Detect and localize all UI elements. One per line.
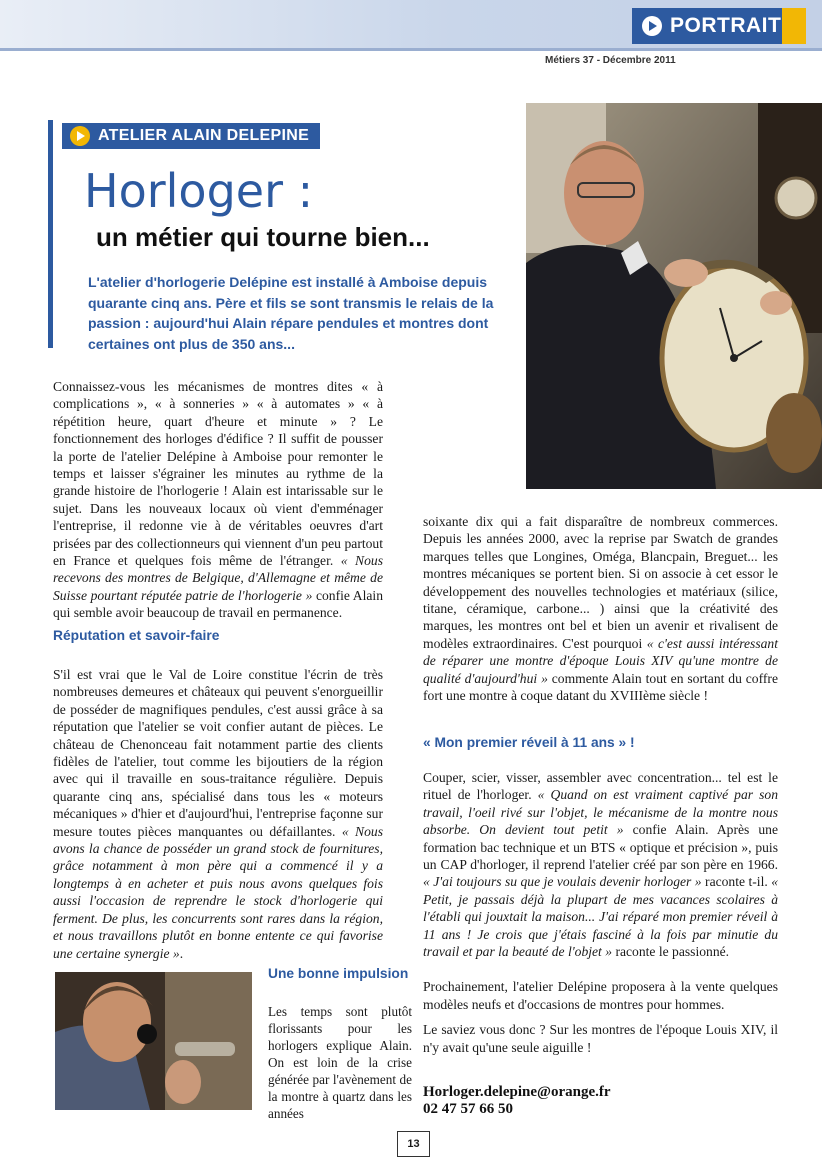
rubric-banner	[62, 123, 320, 149]
impulsion-paragraph: Les temps sont plutôt florissants pour les horlogers explique Alain. On est loin de la crise générée par l'avènement de la montre à quartz dans les années	[268, 1004, 412, 1121]
section-heading-reputation: Réputation et savoir-faire	[53, 628, 220, 643]
accent-bar	[782, 8, 806, 44]
reveil-quote-2: « J'ai toujours su que je voulais devenir horloger »	[423, 874, 702, 890]
saviez-vous-paragraph: Le saviez vous donc ? Sur les montres de l'époque Louis XIV, il n'y avait qu'une seule aiguille !	[423, 1022, 778, 1055]
right-quote: « c'est aussi intéressant de réparer une montre d'époque Louis XIV qu'une montre de qualité d'aujourd'hui »	[423, 635, 778, 686]
intro-text-end: confie Alain qui semble avoir beaucoup de travail en permanence.	[53, 587, 383, 621]
photo-watchmaker-clock	[526, 103, 822, 489]
rubric-label: ATELIER ALAIN DELEPINE	[98, 127, 310, 144]
section-heading-premier-reveil: « Mon premier réveil à 11 ans » !	[423, 735, 635, 750]
reputation-text: S'il est vrai que le Val de Loire constitue l'écrin de très nombreuses demeures et châteaux qui peuvent s'enorgueillir de posséder de magnifiques pendules, c'est aussi grâce à sa réputation que l'atelier se voit confier autant de pièces. Le château de Chenonceau fait notamment partie des clients fidèles de l'atelier, tout comme les bijoutiers de la région avec qui il travaille en sous-traitance régulière. Depuis quarante cinq ans, spécialisé dans tous les « moteurs mécaniques » d'hier et d'aujourd'hui, l'entreprise façonne sur mesure toutes pièces manquantes ou défaillantes.	[53, 667, 383, 839]
contact-phone: 02 47 57 66 50	[423, 1101, 513, 1117]
reveil-quote-3: « Petit, je passais déjà la plupart de mes vacances scolaires à l'établi qui jouxtait la maison... J'ai réparé mon premier réveil à 11 ans ! Je crois que j'étais fasciné à la fois par minutie du travail et par la beauté de l'objet »	[423, 874, 778, 960]
play-circle-icon	[70, 126, 90, 146]
premier-reveil-paragraph	[423, 769, 778, 960]
intro-text: Connaissez-vous les mécanismes de montres dites « à complications », « à sonneries » « à automates » « à répétition heure, quart d'heure et minute » ? Le fonctionnement des horloges d'édifice ? Il suffit de pousser la porte de l'atelier Delépine à Amboise pour remonter le temps et laisser s'égrainer les minutes au rythme de la grande histoire de l'horlogerie ! Alain est intarissable sur le sujet. Dans les nouveaux locaux où vient d'emménager l'entreprise, il redonne vie à de véritables oeuvres d'art prisées par des collectionneurs qui viennent d'un peu partout en France et quelques fois même de l'étranger.	[53, 379, 383, 569]
contact-block	[423, 1084, 611, 1118]
right-column-paragraph	[423, 513, 778, 704]
photo-watchmaker-loupe	[55, 972, 252, 1110]
intro-quote: « Nous recevons des montres de Belgique, d'Allemagne et même de Suisse pourtant réputée patrie de l'horlogerie »	[53, 553, 383, 603]
title-rule	[48, 120, 53, 348]
intro-paragraph	[53, 378, 383, 622]
right-text: soixante dix qui a fait disparaître de nombreux commerces. Depuis les années 2000, avec la reprise par Swatch de grandes marques telles que Longines, Oméga, Blancpain, Breguet... les montres mécaniques se portent bien. Si on associe à cet essor le développement des nouvelles technologies et matériaux (silice, titane, céramique, carbone... ) ainsi que la créativité des marques, les montres ont bel et bien un avenir et rivalisent de modèles extraordinaires. C'est pourquoi	[423, 514, 778, 651]
right-text-end: commente Alain tout en sortant du coffre fort une montre à coque datant du XVIIIème siècle !	[423, 670, 778, 704]
reveil-text-1: Couper, scier, visser, assembler avec concentration... tel est le rituel de l'horloger.	[423, 770, 778, 803]
reputation-paragraph	[53, 666, 383, 962]
prochainement-paragraph: Prochainement, l'atelier Delépine proposera à la vente quelques modèles neufs et d'occasions de montres pour hommes.	[423, 979, 778, 1012]
article-subtitle: un métier qui tourne bien...	[96, 222, 430, 252]
article-lead: L'atelier d'horlogerie Delépine est installé à Amboise depuis quarante cinq ans. Père et fils se sont transmis le relais de la passion : aujourd'hui Alain répare pendules et montres dont certaines ont plus de 350 ans...	[88, 274, 494, 352]
play-circle-icon	[642, 16, 662, 36]
reputation-quote: « Nous avons la chance de posséder un grand stock de fournitures, grâce notamment à mon père qui a commencé il y a longtemps à en acheter et puis nous avons quelques fois aussi l'occasion de reprendre le stock d'horlogerie qui ferment. De plus, les concurrents sont rares dans la région, et nous travaillons plutôt en bonne entente ce qui favorise une certaine synergie »	[53, 823, 384, 961]
article-title: Horloger :	[84, 164, 314, 218]
issue-info: Métiers 37 - Décembre 2011	[545, 55, 676, 66]
contact-email[interactable]: Horloger.delepine@orange.fr	[423, 1084, 611, 1100]
reveil-text-2: confie Alain. Après une formation bac technique et un BTS « optique et précision », puis un CAP d'horloger, il reprend l'atelier créé par son père en 1966.	[423, 822, 778, 873]
section-tab	[632, 8, 782, 44]
premier-reveil-column	[423, 769, 778, 1074]
reputation-text-end: .	[179, 945, 184, 961]
reveil-text-3: raconte t-il.	[701, 874, 772, 890]
reveil-quote-1: « Quand on est vraiment captivé par son travail, l'oeil rivé sur l'objet, le mécanisme de la montre nous absorbe. On devient tout petit »	[423, 787, 779, 838]
section-heading-impulsion: Une bonne impulsion	[268, 966, 409, 981]
section-label: PORTRAIT	[670, 14, 782, 37]
reveil-text-4: raconte le passionné.	[612, 944, 730, 960]
page-number: 13	[397, 1131, 430, 1157]
header-rule	[0, 48, 822, 51]
